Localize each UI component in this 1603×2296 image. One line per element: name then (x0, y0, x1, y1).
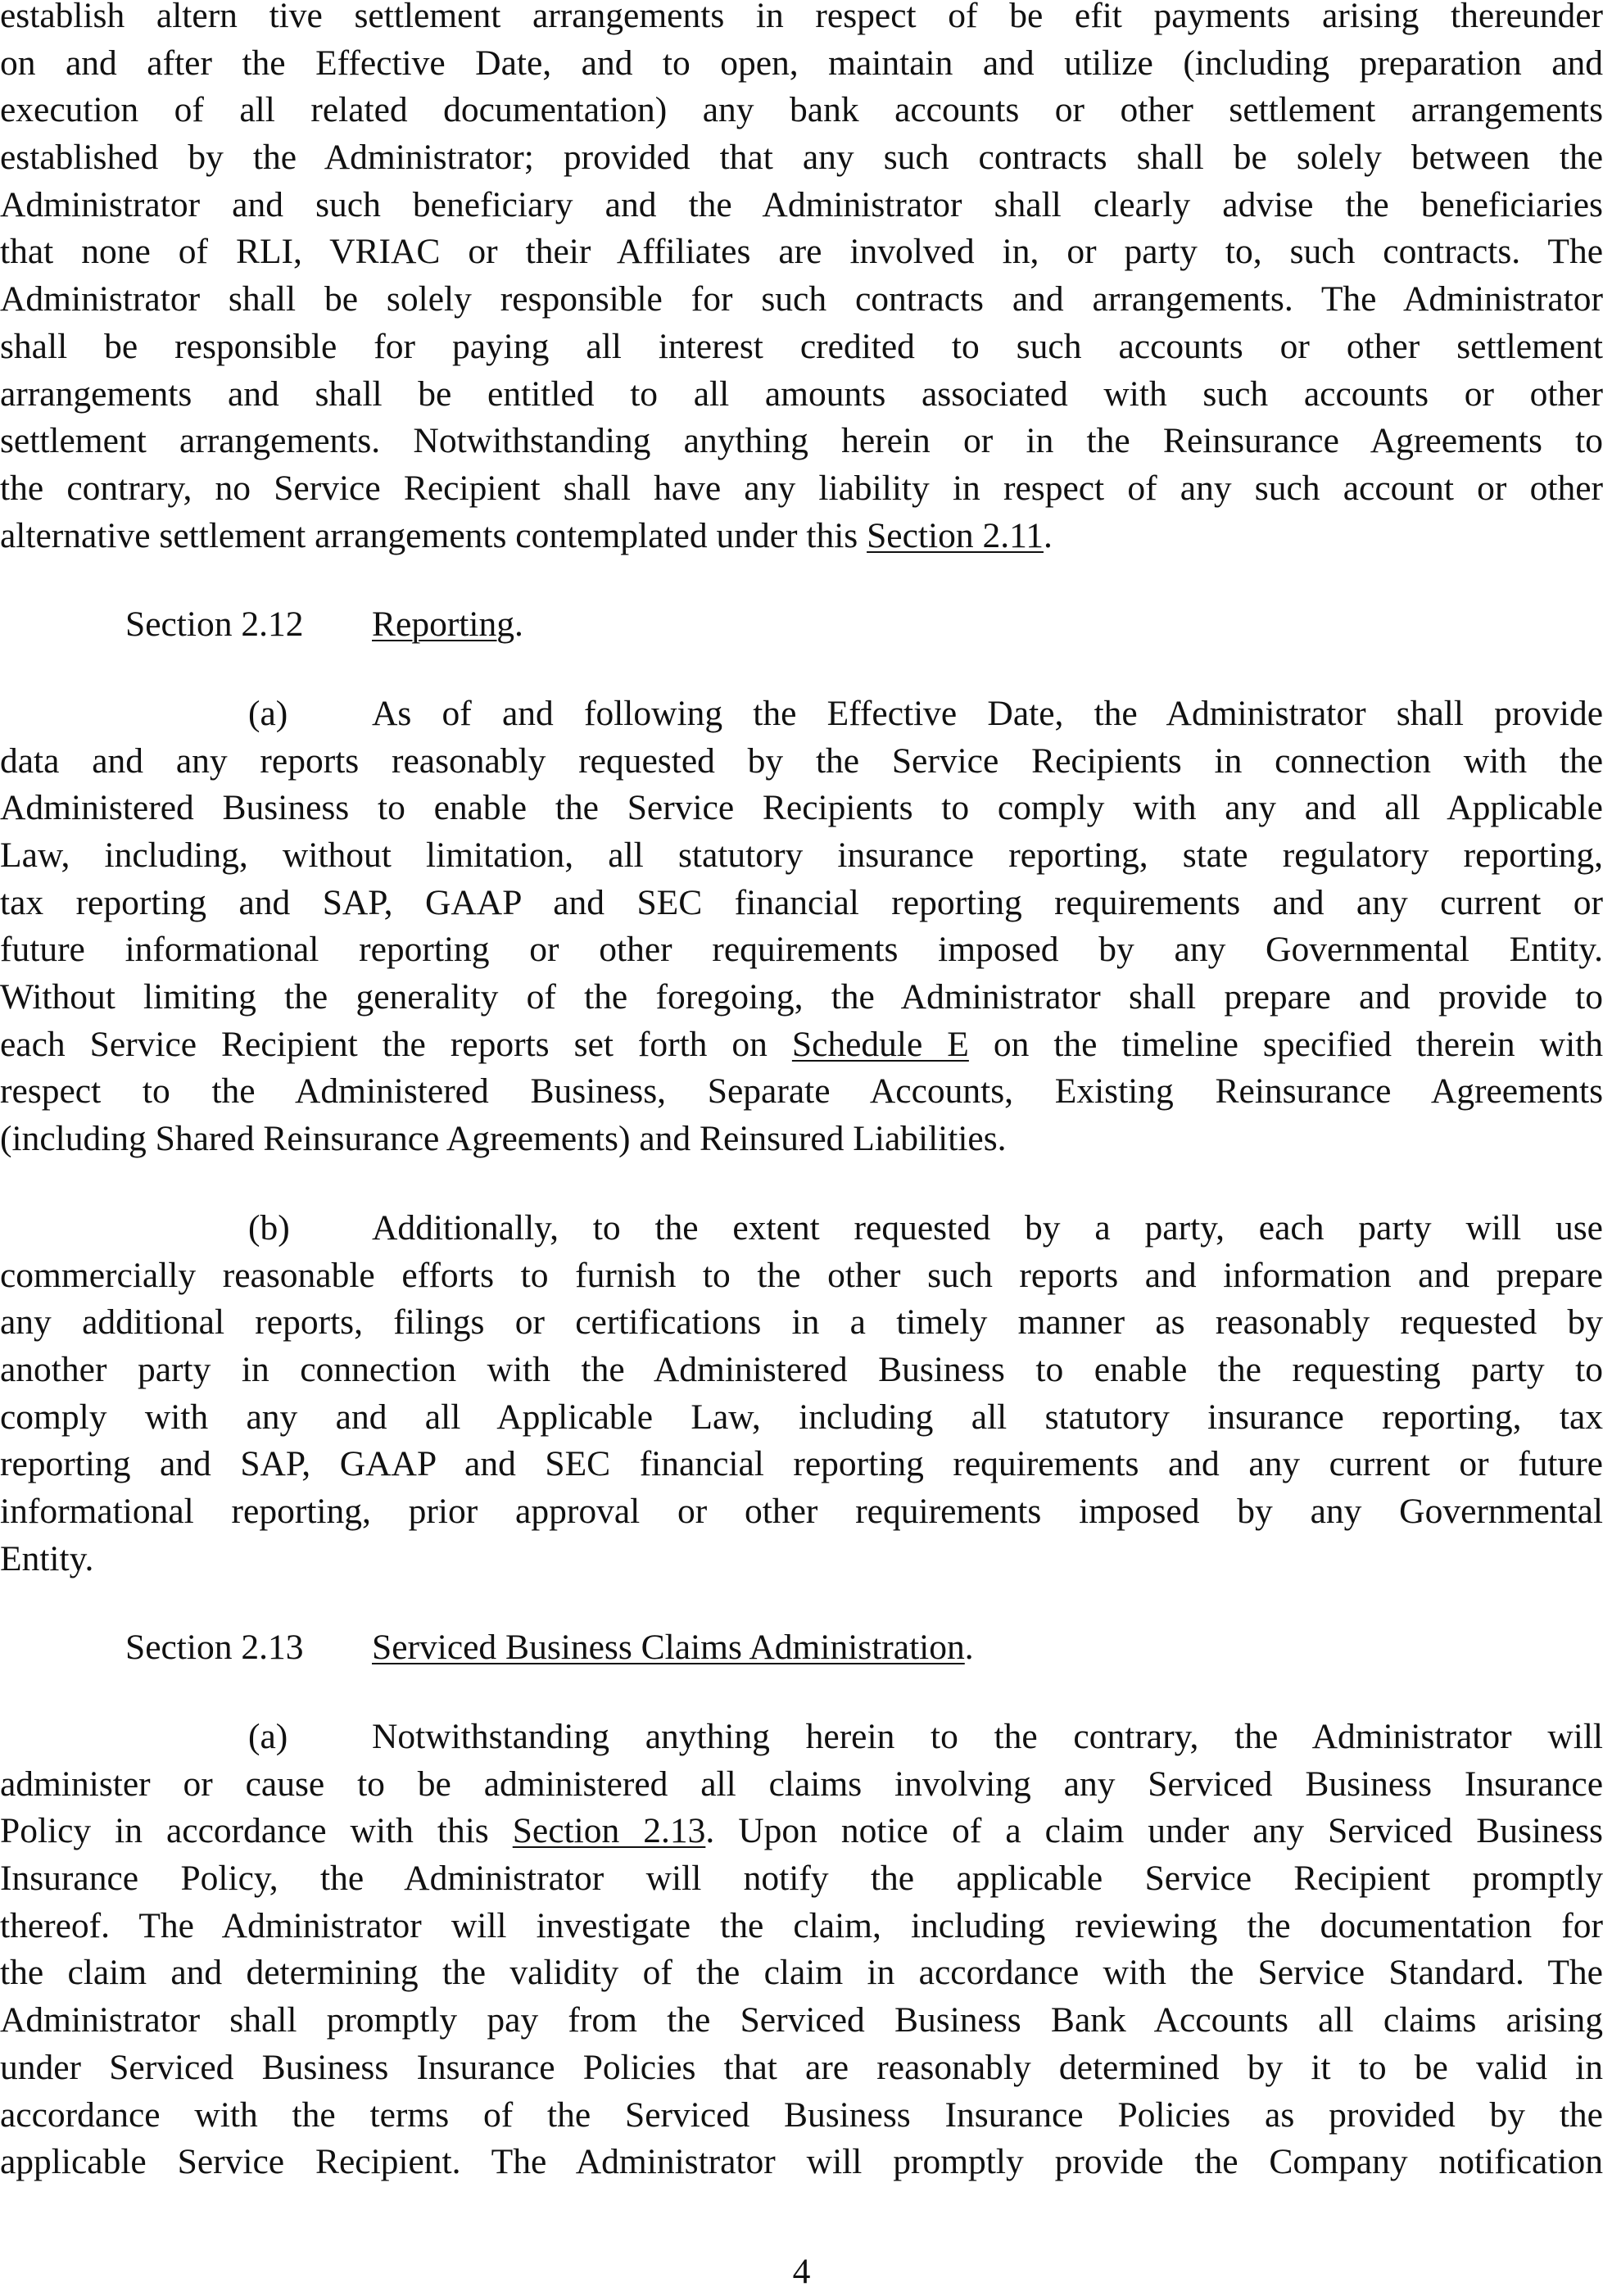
text-line: data and any reports reasonably requested by the Service Recipients in connection with the (0, 740, 1603, 781)
text-line: established by the Administrator; provided that any such contracts shall be solely between the (0, 138, 1603, 178)
section-number: Section 2.12 (125, 605, 304, 645)
text-line: that none of RLI, VRIAC or their Affiliates are involved in, or party to, such contracts. The (0, 232, 1603, 272)
cross-reference-link: Section 2.11 (867, 515, 1044, 555)
text-line: thereof. The Administrator will investigate the claim, including reviewing the documentation for (0, 1905, 1603, 1945)
text-line: another party in connection with the Administered Business to enable the requesting party to (0, 1349, 1603, 1389)
text-line: (a) Notwithstanding anything herein to the contrary, the Administrator will (0, 1714, 1603, 1761)
text-line: Law, including, without limitation, all statutory insurance reporting, state regulatory reporting, (0, 836, 1603, 875)
text-line: administer or cause to be administered all claims involving any Serviced Business Insurance (0, 1764, 1603, 1804)
section-title-text: Reporting (372, 605, 514, 645)
text-line: any additional reports, filings or certifications in a timely manner as reasonably requested by (0, 1302, 1603, 1343)
text-line: (a) As of and following the Effective Date, the Administrator shall provide (0, 691, 1603, 738)
text-line: Entity. (0, 1538, 94, 1578)
text-line: commercially reasonable efforts to furnish to the other such reports and information and prepare (0, 1255, 1603, 1295)
paragraph (0, 1205, 1603, 1583)
section-title: Reporting. (372, 605, 523, 645)
text-line: each Service Recipient the reports set forth on Schedule E on the timeline specified therein with (0, 1024, 1603, 1064)
text-line: Administrator and such beneficiary and the Administrator shall clearly advise the beneficiaries (0, 184, 1603, 224)
text-line: Administered Business to enable the Service Recipients to comply with any and all Applicable (0, 788, 1603, 828)
text-line: under Serviced Business Insurance Policies that are reasonably determined by it to be valid in (0, 2047, 1603, 2087)
text-line: Administrator shall be solely responsible for such contracts and arrangements. The Administrator (0, 279, 1603, 319)
cross-reference-link: Section 2.13 (512, 1811, 706, 1851)
subsection-label: (b) (248, 1207, 290, 1248)
subsection-label: (a) (248, 1717, 288, 1756)
text-line: tax reporting and SAP, GAAP and SEC financial reporting requirements and any current or (0, 882, 1603, 922)
text-line: reporting and SAP, GAAP and SEC financial reporting requirements and any current or future (0, 1444, 1603, 1484)
text-line: settlement arrangements. Notwithstanding anything herein or in the Reinsurance Agreements to (0, 421, 1603, 461)
paragraph (0, 0, 1603, 559)
text-line: alternative settlement arrangements contemplated under this Section 2.11. (0, 515, 1053, 555)
text-line: the claim and determining the validity of the claim in accordance with the Service Standard. The (0, 1953, 1603, 1993)
text-line: Insurance Policy, the Administrator will notify the applicable Service Recipient promptly (0, 1859, 1603, 1899)
text-line: (b) Additionally, to the extent requested by a party, each party will use (0, 1205, 1603, 1252)
subsection-label: (a) (248, 693, 288, 733)
text-line: shall be responsible for paying all interest credited to such accounts or other settlement (0, 326, 1603, 366)
text-line: future informational reporting or other requirements imposed by any Governmental Entity. (0, 930, 1603, 970)
paragraph (0, 1714, 1603, 2186)
text-line: Administrator shall promptly pay from the Serviced Business Bank Accounts all claims arising (0, 2000, 1603, 2040)
section-heading (0, 601, 1603, 649)
section-number: Section 2.13 (125, 1628, 304, 1668)
text-line: Policy in accordance with this Section 2.13. Upon notice of a claim under any Serviced Business (0, 1811, 1603, 1851)
text-line: respect to the Administered Business, Separate Accounts, Existing Reinsurance Agreements (0, 1071, 1603, 1112)
paragraph (0, 691, 1603, 1163)
text-line: arrangements and shall be entitled to all amounts associated with such accounts or other (0, 374, 1603, 414)
section-title-text: Serviced Business Claims Administration (372, 1628, 965, 1668)
text-line: on and after the Effective Date, and to open, maintain and utilize (including preparation and (0, 43, 1603, 83)
text-line: informational reporting, prior approval or other requirements imposed by any Governmental (0, 1491, 1603, 1531)
cross-reference-link: Schedule E (791, 1024, 969, 1064)
section-title: Serviced Business Claims Administration. (372, 1628, 974, 1668)
text-line: Without limiting the generality of the foregoing, the Administrator shall prepare and provide to (0, 977, 1603, 1017)
text-line: comply with any and all Applicable Law, including all statutory insurance reporting, tax (0, 1397, 1603, 1437)
section-heading (0, 1624, 1603, 1672)
text-line: establish altern tive settlement arrangements in respect of be efit payments arising thereunder (0, 0, 1603, 35)
text-line: accordance with the terms of the Serviced Business Insurance Policies as provided by the (0, 2094, 1603, 2135)
text-line: (including Shared Reinsurance Agreements) and Reinsured Liabilities. (0, 1119, 1007, 1159)
text-line: the contrary, no Service Recipient shall have any liability in respect of any such account or other (0, 468, 1603, 508)
text-line: applicable Service Recipient. The Administrator will promptly provide the Company notification (0, 2142, 1603, 2182)
text-line: execution of all related documentation) any bank accounts or other settlement arrangements (0, 90, 1603, 130)
page-number: 4 (792, 2252, 811, 2291)
